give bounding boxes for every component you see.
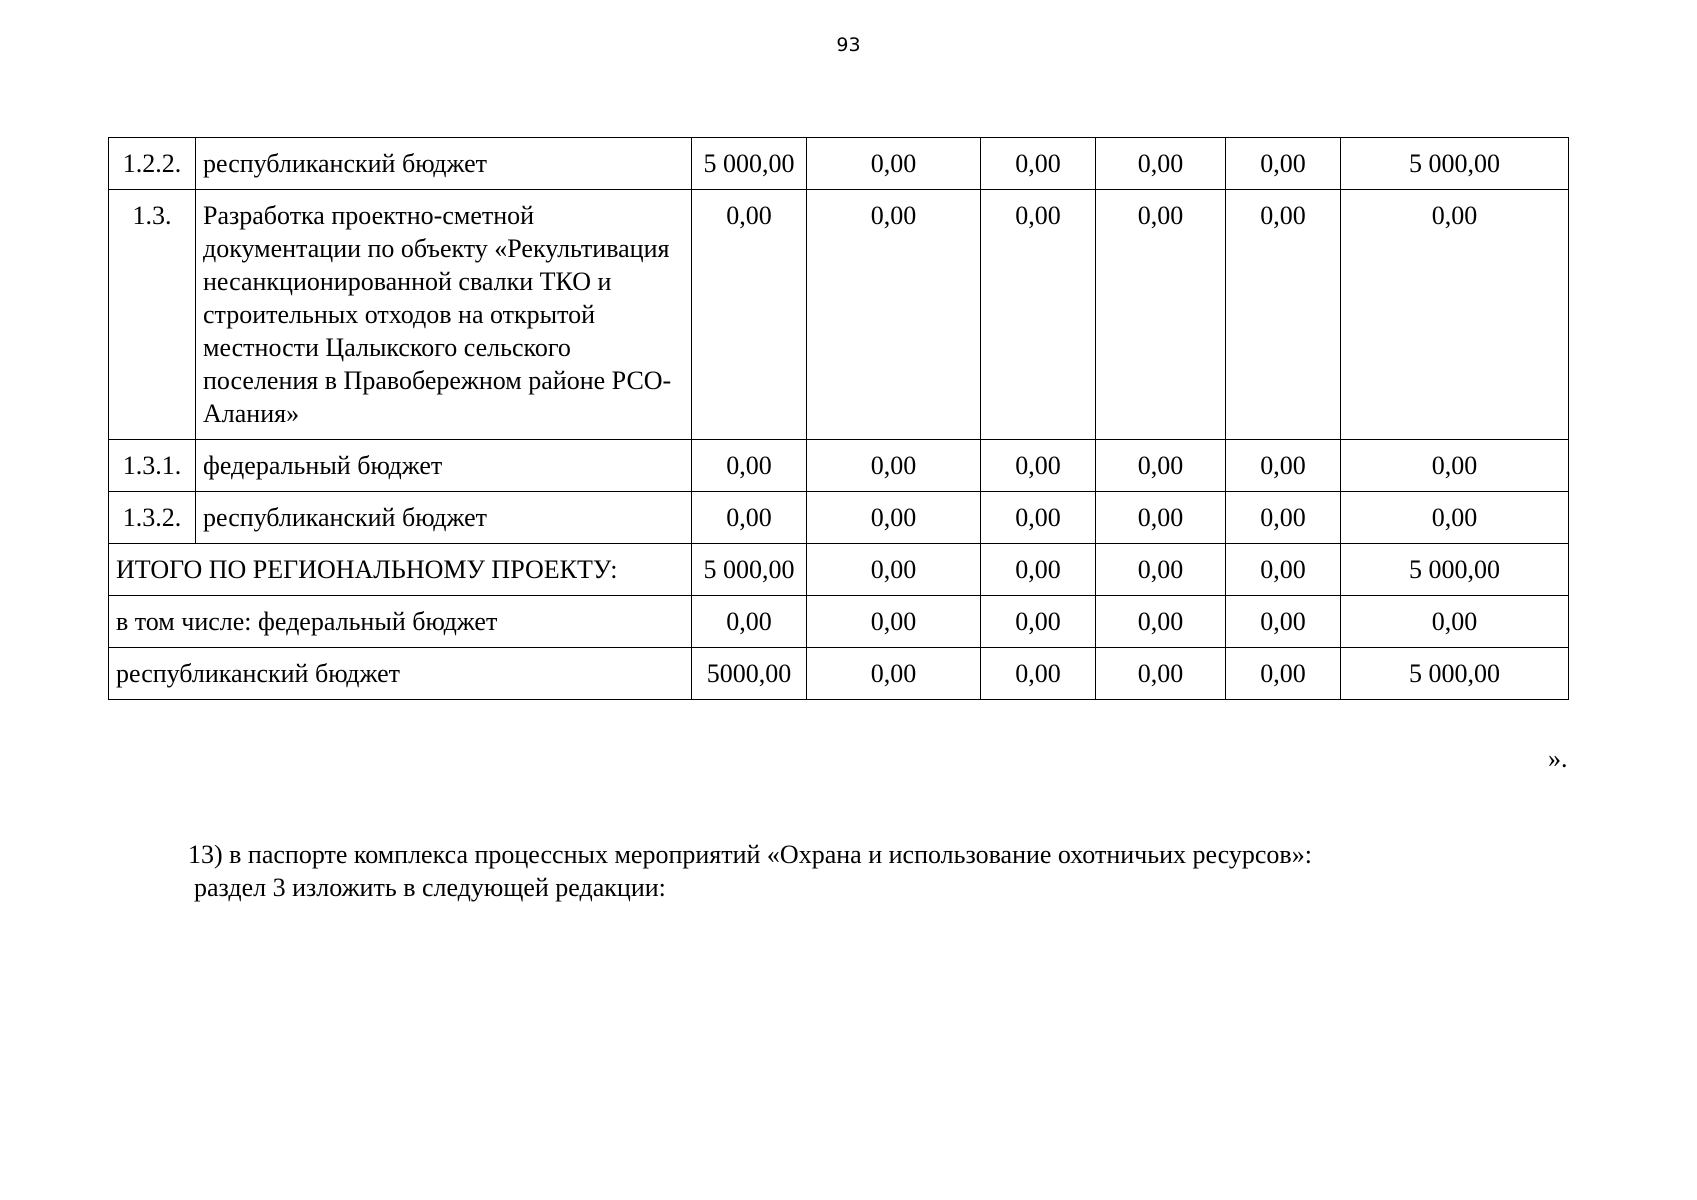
value-cell: 5000,00 (692, 648, 807, 700)
value-cell: 0,00 (1096, 648, 1226, 700)
value-cell: 0,00 (981, 492, 1096, 544)
value-cell: 0,00 (1096, 138, 1226, 190)
value-cell: 0,00 (692, 440, 807, 492)
value-cell: 0,00 (1226, 138, 1341, 190)
value-cell: 0,00 (981, 138, 1096, 190)
total-value-cell: 0,00 (1341, 190, 1569, 440)
value-cell: 0,00 (1226, 544, 1341, 596)
table-row (109, 190, 1569, 440)
table-row (109, 138, 1569, 190)
value-cell: 0,00 (1226, 190, 1341, 440)
total-label: республиканский бюджет (109, 648, 692, 700)
total-label: ИТОГО ПО РЕГИОНАЛЬНОМУ ПРОЕКТУ: (109, 544, 692, 596)
table-row-total (109, 648, 1569, 700)
value-cell: 0,00 (807, 190, 981, 440)
row-label: федеральный бюджет (196, 440, 692, 492)
total-value-cell: 0,00 (1341, 492, 1569, 544)
row-index: 1.3. (109, 190, 196, 440)
value-cell: 0,00 (807, 138, 981, 190)
value-cell: 0,00 (807, 440, 981, 492)
value-cell: 0,00 (692, 492, 807, 544)
value-cell: 5 000,00 (692, 138, 807, 190)
instruction-line-2: раздел 3 изложить в следующей редакции: (194, 873, 666, 902)
value-cell: 0,00 (1226, 596, 1341, 648)
value-cell: 0,00 (981, 440, 1096, 492)
budget-table (108, 137, 1569, 700)
row-label: республиканский бюджет (196, 492, 692, 544)
value-cell: 0,00 (1096, 440, 1226, 492)
value-cell: 0,00 (1096, 544, 1226, 596)
amendment-instruction (188, 838, 1312, 904)
row-label: республиканский бюджет (196, 138, 692, 190)
value-cell: 0,00 (1226, 440, 1341, 492)
instruction-line-1: 13) в паспорте комплекса процессных мероприятий «Охрана и использование охотничьих ресурсов»: (188, 840, 1312, 869)
total-value-cell: 0,00 (1341, 440, 1569, 492)
value-cell: 0,00 (807, 648, 981, 700)
table-row (109, 440, 1569, 492)
total-label: в том числе: федеральный бюджет (109, 596, 692, 648)
value-cell: 0,00 (1226, 492, 1341, 544)
value-cell: 0,00 (807, 544, 981, 596)
row-index: 1.3.2. (109, 492, 196, 544)
value-cell: 0,00 (1096, 492, 1226, 544)
closing-quote: ». (1548, 744, 1568, 773)
value-cell: 0,00 (981, 190, 1096, 440)
total-value-cell: 5 000,00 (1341, 138, 1569, 190)
total-value-cell: 5 000,00 (1341, 648, 1569, 700)
table-row-total (109, 596, 1569, 648)
value-cell: 0,00 (692, 596, 807, 648)
row-index: 1.3.1. (109, 440, 196, 492)
value-cell: 0,00 (807, 492, 981, 544)
value-cell: 0,00 (1096, 596, 1226, 648)
value-cell: 5 000,00 (692, 544, 807, 596)
value-cell: 0,00 (1226, 648, 1341, 700)
total-value-cell: 5 000,00 (1341, 544, 1569, 596)
value-cell: 0,00 (981, 544, 1096, 596)
table-row (109, 492, 1569, 544)
table-row-total (109, 544, 1569, 596)
total-value-cell: 0,00 (1341, 596, 1569, 648)
page-number: 93 (836, 34, 861, 56)
value-cell: 0,00 (692, 190, 807, 440)
row-index: 1.2.2. (109, 138, 196, 190)
value-cell: 0,00 (981, 596, 1096, 648)
value-cell: 0,00 (1096, 190, 1226, 440)
value-cell: 0,00 (807, 596, 981, 648)
row-label: Разработка проектно-сметной документации по объекту «Рекультивация несанкционированной свалки ТКО и строительных отходов на открытой местности Цалыкского сельского поселения в Правобережном районе РСО-Алания» (196, 190, 692, 440)
value-cell: 0,00 (981, 648, 1096, 700)
